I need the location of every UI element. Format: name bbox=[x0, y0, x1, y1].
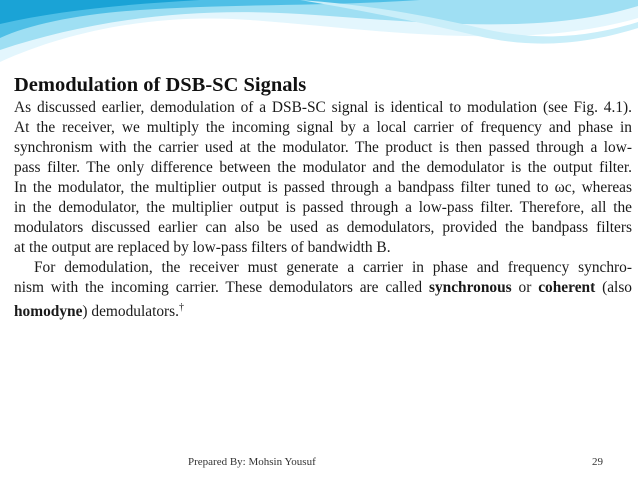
paragraph-2 bbox=[14, 258, 632, 322]
text-line: As discussed earlier, demodulation of a DSB-SC signal is identical to modulation (see Fig. 4.1). bbox=[14, 99, 632, 116]
paragraph-1 bbox=[14, 98, 632, 258]
footnote-dagger: † bbox=[179, 302, 185, 313]
text-line: pass filter. The only difference between the modulator and the demodulator is the output filter. bbox=[14, 159, 632, 176]
term-homodyne: homodyne bbox=[14, 303, 83, 321]
section-heading: Demodulation of DSB-SC Signals bbox=[14, 74, 307, 96]
header-wave-decoration bbox=[0, 0, 638, 80]
text-fragment: nism with the incoming carrier. These demodulators are called bbox=[14, 279, 429, 296]
scanned-textbook-excerpt bbox=[10, 72, 634, 330]
footer-page-number: 29 bbox=[592, 456, 603, 468]
term-synchronous: synchronous bbox=[428, 279, 512, 296]
text-fragment: or bbox=[511, 279, 539, 296]
text-line: at the output are replaced by low-pass filters of bandwidth B. bbox=[14, 239, 391, 256]
text-line: At the receiver, we multiply the incoming signal by a local carrier of frequency and phase in bbox=[14, 119, 632, 136]
term-coherent: coherent bbox=[538, 279, 596, 296]
text-line bbox=[14, 278, 632, 298]
text-line: modulators discussed earlier can also be used as demodulators, provided the bandpass filters bbox=[14, 219, 632, 236]
text-line: synchronism with the carrier used at the modulator. The product is then passed through a low- bbox=[14, 139, 632, 156]
text-fragment: (also bbox=[595, 279, 633, 296]
footer-author: Prepared By: Mohsin Yousuf bbox=[188, 456, 316, 468]
text-line: in the demodulator, the multiplier output is passed through a low-pass filter. Therefore, all the bbox=[14, 199, 632, 216]
text-line: In the modulator, the multiplier output is passed through a bandpass filter tuned to ωc, whereas bbox=[14, 179, 632, 196]
text-fragment: ) demodulators. bbox=[82, 303, 180, 321]
text-line: For demodulation, the receiver must generate a carrier in phase and frequency synchro- bbox=[34, 259, 632, 276]
text-line bbox=[14, 298, 632, 322]
